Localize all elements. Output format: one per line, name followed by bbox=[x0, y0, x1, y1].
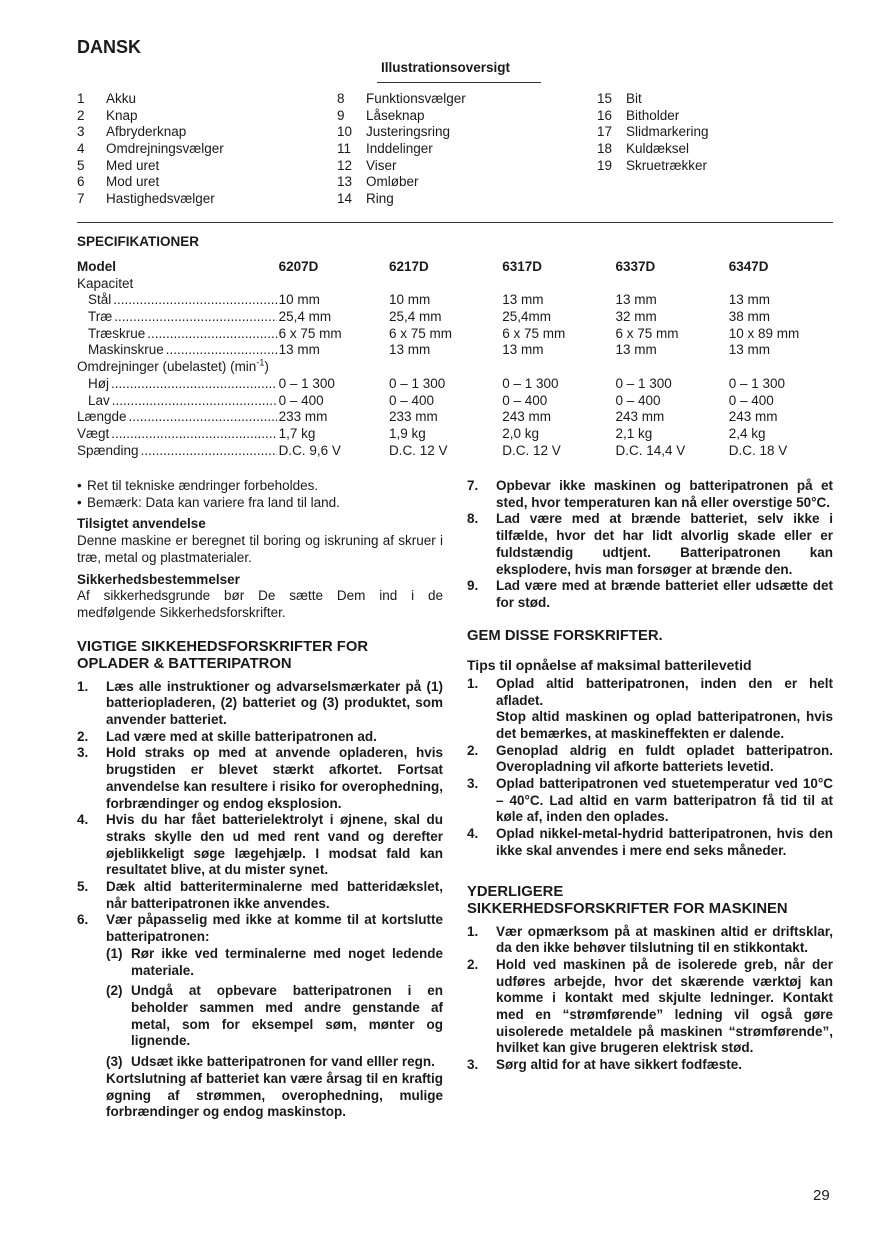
list-item bbox=[77, 158, 327, 175]
label-text: Høj bbox=[88, 375, 109, 391]
list-item bbox=[77, 879, 443, 912]
item-text: Vær påpasselig med ikke at komme til at kortslutte batteripatronen: bbox=[106, 912, 443, 945]
leader-dots bbox=[112, 393, 277, 410]
table-cell: 0 – 1 300 bbox=[615, 375, 672, 391]
bullet: • bbox=[77, 494, 82, 510]
tips-heading: Tips til opnåelse af maksimal batterilevetid bbox=[467, 657, 752, 674]
item-label: Viser bbox=[366, 157, 397, 173]
item-number: (3) bbox=[106, 1054, 123, 1070]
item-number: 3. bbox=[467, 1057, 479, 1073]
table-cell: 243 mm bbox=[615, 409, 665, 425]
table-cell: 0 – 1 300 bbox=[728, 375, 786, 391]
heading-line: OPLADER & BATTERIPATRON bbox=[77, 656, 292, 673]
item-text: Dæk altid batteriterminalerne med batteridækslet, når batteripatronen ikke anvendes. bbox=[106, 879, 443, 911]
list-item bbox=[77, 174, 327, 191]
list-item bbox=[337, 91, 587, 108]
item-label: Bit bbox=[626, 91, 642, 106]
section-heading bbox=[467, 884, 833, 919]
table-cell: 1,9 kg bbox=[388, 425, 426, 441]
item-text: Kortslutning af batteriet kan være årsag til en kraftig øgning af strømmen, overophedning, mulige forbrændinger og endog maskinstop. bbox=[106, 1070, 443, 1120]
heading-line: YDERLIGERE bbox=[467, 883, 564, 900]
table-cell: 10 x 89 mm bbox=[728, 325, 800, 341]
list-item bbox=[106, 1054, 443, 1071]
table-row bbox=[77, 342, 842, 359]
item-number: 8. bbox=[467, 511, 479, 527]
item-text: Sørg altid for at have sikkert fodfæste. bbox=[496, 1057, 743, 1073]
item-label: Hastighedsvælger bbox=[106, 191, 215, 207]
label-text: Lav bbox=[88, 392, 110, 408]
safety-rules-heading: Sikkerhedsbestemmelser bbox=[77, 571, 240, 587]
table-cell: 10 mm bbox=[278, 292, 320, 308]
row-label bbox=[77, 292, 279, 309]
label-text: Maskinskrue bbox=[88, 342, 164, 358]
table-cell: 13 mm bbox=[278, 342, 320, 358]
table-cell: 0 – 1 300 bbox=[278, 375, 335, 391]
item-text: Stop altid maskinen og oplad batteripatronen, hvis det bemærkes, at maskineffekten er dalende. bbox=[496, 709, 833, 741]
item-number: 8 bbox=[337, 91, 345, 106]
list-item bbox=[106, 946, 443, 979]
table-cell: D.C. 14,4 V bbox=[615, 442, 686, 458]
table-cell: 243 mm bbox=[728, 409, 778, 425]
item-text: Oplad altid batteripatronen, inden den er helt afladet. bbox=[496, 675, 833, 708]
table-row bbox=[77, 292, 842, 309]
leader-dots bbox=[113, 292, 276, 309]
save-instructions-heading: GEM DISSE FORSKRIFTER. bbox=[467, 627, 663, 644]
item-number: 18 bbox=[597, 141, 613, 157]
label-text: Vægt bbox=[77, 425, 110, 441]
intended-use-heading: Tilsigtet anvendelse bbox=[77, 516, 206, 532]
item-label: Ring bbox=[366, 191, 394, 207]
charger-safety-list bbox=[77, 679, 443, 1121]
item-number: 1. bbox=[77, 678, 89, 694]
item-number: 6 bbox=[77, 174, 85, 190]
label-text: ) bbox=[264, 359, 269, 375]
item-label: Omdrejningsvælger bbox=[106, 141, 224, 157]
row-label bbox=[77, 276, 287, 293]
table-cell: 38 mm bbox=[728, 309, 770, 325]
list-item bbox=[77, 679, 443, 729]
table-cell: 2,1 kg bbox=[615, 425, 653, 441]
list-item bbox=[77, 729, 443, 746]
table-cell: 6317D bbox=[502, 259, 542, 274]
note-text: Bemærk: Data kan variere fra land til land. bbox=[87, 494, 340, 510]
section-heading bbox=[77, 639, 443, 674]
item-label: Inddelinger bbox=[366, 141, 433, 157]
table-cell: 6 x 75 mm bbox=[388, 325, 452, 341]
item-text: Oplad nikkel-metal-hydrid batteripatronen, hvis den ikke skal anvendes i mere end seks måneder. bbox=[496, 826, 833, 858]
table-cell: 25,4 mm bbox=[388, 309, 442, 325]
list-item bbox=[337, 108, 587, 125]
table-cell: 0 – 400 bbox=[388, 392, 434, 408]
table-cell: 13 mm bbox=[615, 342, 657, 358]
list-item bbox=[77, 478, 443, 495]
table-cell: 32 mm bbox=[615, 309, 657, 325]
table-cell: 13 mm bbox=[388, 342, 431, 358]
table-cell: 25,4mm bbox=[502, 309, 551, 325]
item-label: Knap bbox=[106, 107, 138, 123]
table-cell: 6 x 75 mm bbox=[502, 325, 566, 341]
label-text: Stål bbox=[88, 292, 112, 308]
item-label: Akku bbox=[106, 91, 137, 106]
list-item bbox=[77, 141, 327, 158]
table-cell: 0 – 1 300 bbox=[502, 375, 559, 391]
item-number: 1 bbox=[77, 91, 85, 106]
table-cell: 6347D bbox=[728, 259, 769, 274]
language-heading: DANSK bbox=[77, 37, 142, 57]
item-label: Slidmarkering bbox=[626, 124, 709, 140]
item-number: 14 bbox=[337, 191, 353, 207]
spec-table bbox=[77, 259, 842, 459]
item-text: Hvis du har fået batterielektrolyt i øjnene, skal du straks skylle den ud med rent vand og derefter øjeblikkeligt søge lægehjælp. I modsat fald kan resultatet blive, at du mister synet. bbox=[106, 812, 443, 878]
list-item bbox=[597, 141, 833, 158]
item-text: Lad være med at skille batteripatronen ad. bbox=[106, 728, 377, 744]
item-label: Omløber bbox=[366, 174, 419, 190]
list-item bbox=[597, 91, 833, 108]
table-cell: 243 mm bbox=[502, 409, 551, 425]
list-item bbox=[467, 826, 833, 859]
row-label bbox=[77, 326, 279, 343]
table-cell: 10 mm bbox=[388, 292, 431, 308]
leader-dots bbox=[111, 376, 277, 393]
item-number: 4 bbox=[77, 141, 85, 157]
row-label bbox=[77, 309, 279, 326]
list-item bbox=[77, 91, 327, 108]
row-label bbox=[77, 393, 279, 410]
item-text: Lad være med at brænde batteriet, selv ikke i tilfælde, hvor det har lidt alvorlig skade eller er fuldstændig udtjent. Batteripatronen kan eksplodere, hvis man forsøger at brænde den. bbox=[496, 511, 833, 577]
row-label bbox=[77, 342, 279, 359]
row-label bbox=[77, 376, 279, 393]
item-number: 15 bbox=[597, 91, 613, 106]
item-number: 2. bbox=[467, 742, 479, 758]
item-label: Med uret bbox=[106, 157, 160, 173]
item-label: Funktionsvælger bbox=[366, 91, 466, 106]
list-item bbox=[77, 191, 327, 208]
item-number: 9. bbox=[467, 578, 479, 594]
list-item bbox=[77, 812, 443, 879]
item-number: 19 bbox=[597, 157, 613, 173]
table-cell: 2,0 kg bbox=[502, 425, 539, 441]
leader-dots bbox=[129, 409, 277, 426]
item-number: 11 bbox=[337, 141, 352, 157]
table-row bbox=[77, 309, 842, 326]
table-cell: 13 mm bbox=[502, 342, 544, 358]
table-cell: 0 – 400 bbox=[502, 392, 548, 408]
item-number: 5. bbox=[77, 879, 89, 895]
list-item bbox=[467, 957, 833, 1057]
item-text: Undgå at opbevare batteripatronen i en beholder sammen med andre genstande af metal, som for eksempel søm, mønter og lignende. bbox=[131, 983, 443, 1049]
table-row bbox=[77, 426, 842, 443]
item-number bbox=[467, 709, 496, 742]
left-column bbox=[77, 478, 443, 1121]
table-cell: 0 – 400 bbox=[278, 392, 324, 408]
row-label bbox=[77, 409, 279, 426]
label-text: Længde bbox=[77, 409, 127, 425]
heading-line: SIKKERHEDSFORSKRIFTER FOR MASKINEN bbox=[467, 901, 788, 918]
storage-safety-list bbox=[467, 478, 833, 612]
item-text: Udsæt ikke batteripatronen for vand elller regn. bbox=[131, 1054, 435, 1070]
list-item bbox=[597, 124, 833, 141]
item-label: Afbryderknap bbox=[106, 124, 187, 140]
item-label: Mod uret bbox=[106, 174, 160, 190]
list-item bbox=[77, 912, 443, 945]
item-number: 2. bbox=[467, 956, 479, 972]
table-row bbox=[77, 376, 842, 393]
list-item bbox=[77, 124, 327, 141]
item-number: 1. bbox=[467, 675, 479, 691]
item-text: Hold ved maskinen på de isolerede greb, når der udføres arbejde, hvor det skærende værktøj kan komme i kontakt med skjulte ledninger. Kontakt med en “strømførende” ledning vil også gøre uisolerede metaldele på maskinen “strømførende”, hvilket kan give brugeren elektrisk stød. bbox=[496, 956, 833, 1056]
list-item bbox=[77, 495, 443, 512]
superscript: -1 bbox=[256, 357, 265, 368]
item-number: 4. bbox=[77, 812, 89, 828]
table-cell: 1,7 kg bbox=[278, 425, 316, 441]
list-item bbox=[467, 709, 833, 742]
item-text: Vær opmærksom på at maskinen altid er driftsklar, da den ikke behøver tilslutning til en stikkontakt. bbox=[496, 923, 833, 956]
item-number: 17 bbox=[597, 124, 613, 140]
leader-dots bbox=[114, 309, 276, 326]
list-item bbox=[467, 676, 833, 709]
item-text: Oplad batteripatronen ved stuetemperatur ved 10°C – 40°C. Lad altid en varm batteripatron få tid til at køle af, inden den oplades. bbox=[496, 776, 833, 825]
item-label: Kuldæksel bbox=[626, 141, 690, 157]
item-number: 2 bbox=[77, 107, 85, 123]
item-label: Skruetrækker bbox=[626, 157, 708, 173]
table-cell: 13 mm bbox=[615, 292, 657, 308]
heading-line: VIGTIGE SIKKEHEDSFORSKRIFTER FOR bbox=[77, 638, 369, 655]
leader-dots bbox=[111, 426, 276, 443]
bullet: • bbox=[77, 478, 82, 493]
row-label bbox=[77, 259, 279, 276]
sub-list bbox=[77, 946, 443, 1121]
item-text: Rør ikke ved terminalerne med noget ledende materiale. bbox=[131, 945, 443, 978]
leader-dots bbox=[166, 342, 277, 359]
tips-list bbox=[467, 676, 833, 860]
list-item bbox=[597, 108, 833, 125]
item-text: Opbevar ikke maskinen og batteripatronen på et sted, hvor temperaturen kan nå eller overstige 50°C. bbox=[496, 478, 833, 510]
note-text: Ret til tekniske ændringer forbeholdes. bbox=[87, 478, 319, 493]
list-item bbox=[467, 743, 833, 776]
table-cell: 6217D bbox=[388, 259, 429, 274]
table-cell: D.C. 12 V bbox=[502, 442, 561, 458]
list-item bbox=[467, 924, 833, 957]
section-divider bbox=[77, 222, 833, 223]
item-number: 7 bbox=[77, 191, 85, 207]
table-row bbox=[77, 259, 842, 276]
table-row bbox=[77, 443, 842, 460]
item-number: 7. bbox=[467, 478, 479, 493]
table-cell: 13 mm bbox=[728, 342, 770, 358]
illustration-list-col1 bbox=[77, 91, 327, 208]
row-label bbox=[77, 426, 279, 443]
item-label: Bitholder bbox=[626, 107, 680, 123]
list-item bbox=[467, 1057, 833, 1074]
item-number: 5 bbox=[77, 157, 85, 173]
table-cell: 6 x 75 mm bbox=[615, 325, 679, 341]
item-number: 12 bbox=[337, 157, 353, 173]
table-cell: D.C. 9,6 V bbox=[278, 442, 341, 458]
list-item bbox=[597, 158, 833, 175]
item-number: 3 bbox=[77, 124, 85, 140]
item-number: 16 bbox=[597, 107, 613, 123]
item-number: (1) bbox=[106, 945, 123, 961]
table-row bbox=[77, 393, 842, 410]
label-text: Kapacitet bbox=[77, 275, 134, 291]
table-cell: 0 – 400 bbox=[615, 392, 661, 408]
table-cell: 0 – 400 bbox=[728, 392, 774, 408]
list-item bbox=[106, 983, 443, 1050]
row-label bbox=[77, 359, 269, 376]
table-cell: 6337D bbox=[615, 259, 656, 274]
table-cell: 13 mm bbox=[728, 292, 770, 308]
spec-title: SPECIFIKATIONER bbox=[77, 234, 200, 249]
table-cell: 6 x 75 mm bbox=[278, 325, 342, 341]
table-cell: D.C. 12 V bbox=[388, 442, 448, 458]
table-cell: 0 – 1 300 bbox=[388, 375, 446, 391]
leader-dots bbox=[141, 443, 277, 460]
item-label: Justeringsring bbox=[366, 124, 451, 140]
label-text: Træskrue bbox=[88, 325, 146, 341]
label-text: Træ bbox=[88, 309, 113, 325]
list-item bbox=[337, 141, 587, 158]
label-text: Omdrejninger (ubelastet) (min bbox=[77, 359, 257, 375]
table-cell: 13 mm bbox=[502, 292, 544, 308]
item-text: Læs alle instruktioner og advarselsmærkater på (1) batteriopladeren, (2) batteriet og (3) produktet, som anvender batteriet. bbox=[106, 678, 443, 728]
page-number: 29 bbox=[813, 1187, 830, 1204]
table-row bbox=[77, 326, 842, 343]
item-number: 10 bbox=[337, 124, 353, 140]
leader-dots bbox=[147, 326, 276, 343]
item-number: (2) bbox=[106, 983, 123, 999]
item-text: Genoplad aldrig en fuldt opladet batteripatron. Overopladning vil afkorte batteriets levetid. bbox=[496, 742, 833, 775]
list-item bbox=[467, 578, 833, 611]
row-label bbox=[77, 443, 279, 460]
table-cell: 6207D bbox=[278, 259, 319, 274]
label-text: Spænding bbox=[77, 442, 139, 458]
machine-safety-list bbox=[467, 924, 833, 1074]
item-text: Lad være med at brænde batteriet eller udsætte det for stød. bbox=[496, 578, 833, 610]
table-cell: 233 mm bbox=[388, 409, 438, 425]
illustration-title: Illustrationsoversigt bbox=[377, 60, 541, 83]
table-row bbox=[77, 359, 842, 376]
label-text: Model bbox=[77, 259, 116, 274]
item-number: 2. bbox=[77, 728, 89, 744]
list-item bbox=[337, 158, 587, 175]
item-text: Hold straks op med at anvende opladeren, hvis brugstiden er blevet stærkt afkortet. Fortsat anvendelse kan resultere i risiko for overophedning, forbrændinger og endog eksplosion. bbox=[106, 745, 443, 811]
list-item bbox=[337, 174, 587, 191]
table-row bbox=[77, 409, 842, 426]
list-item bbox=[337, 191, 587, 208]
list-item bbox=[467, 776, 833, 826]
item-number: 1. bbox=[467, 923, 479, 939]
intended-use-text: Denne maskine er beregnet til boring og iskruning af skruer i træ, metal og plastmaterialer. bbox=[77, 533, 443, 565]
list-item bbox=[77, 745, 443, 812]
item-label: Låseknap bbox=[366, 107, 425, 123]
table-cell: D.C. 18 V bbox=[728, 442, 788, 458]
table-cell: 233 mm bbox=[278, 409, 328, 425]
list-item bbox=[467, 478, 833, 511]
illustration-list-col2 bbox=[337, 91, 587, 208]
table-cell: 25,4 mm bbox=[278, 309, 332, 325]
list-item bbox=[467, 511, 833, 578]
item-number: 4. bbox=[467, 826, 479, 842]
list-item bbox=[77, 108, 327, 125]
table-row bbox=[77, 276, 842, 293]
right-column bbox=[467, 478, 833, 1074]
item-number: 9 bbox=[337, 107, 345, 123]
item-number: 3. bbox=[467, 776, 479, 792]
list-item bbox=[337, 124, 587, 141]
illustration-list-col3 bbox=[597, 91, 833, 174]
item-number: 6. bbox=[77, 912, 89, 928]
item-number: 13 bbox=[337, 174, 353, 190]
safety-rules-text: Af sikkerhedsgrunde bør De sætte Dem ind i de medfølgende Sikkerhedsforskrifter. bbox=[77, 588, 443, 620]
item-number: 3. bbox=[77, 745, 89, 761]
table-cell: 2,4 kg bbox=[728, 425, 766, 441]
